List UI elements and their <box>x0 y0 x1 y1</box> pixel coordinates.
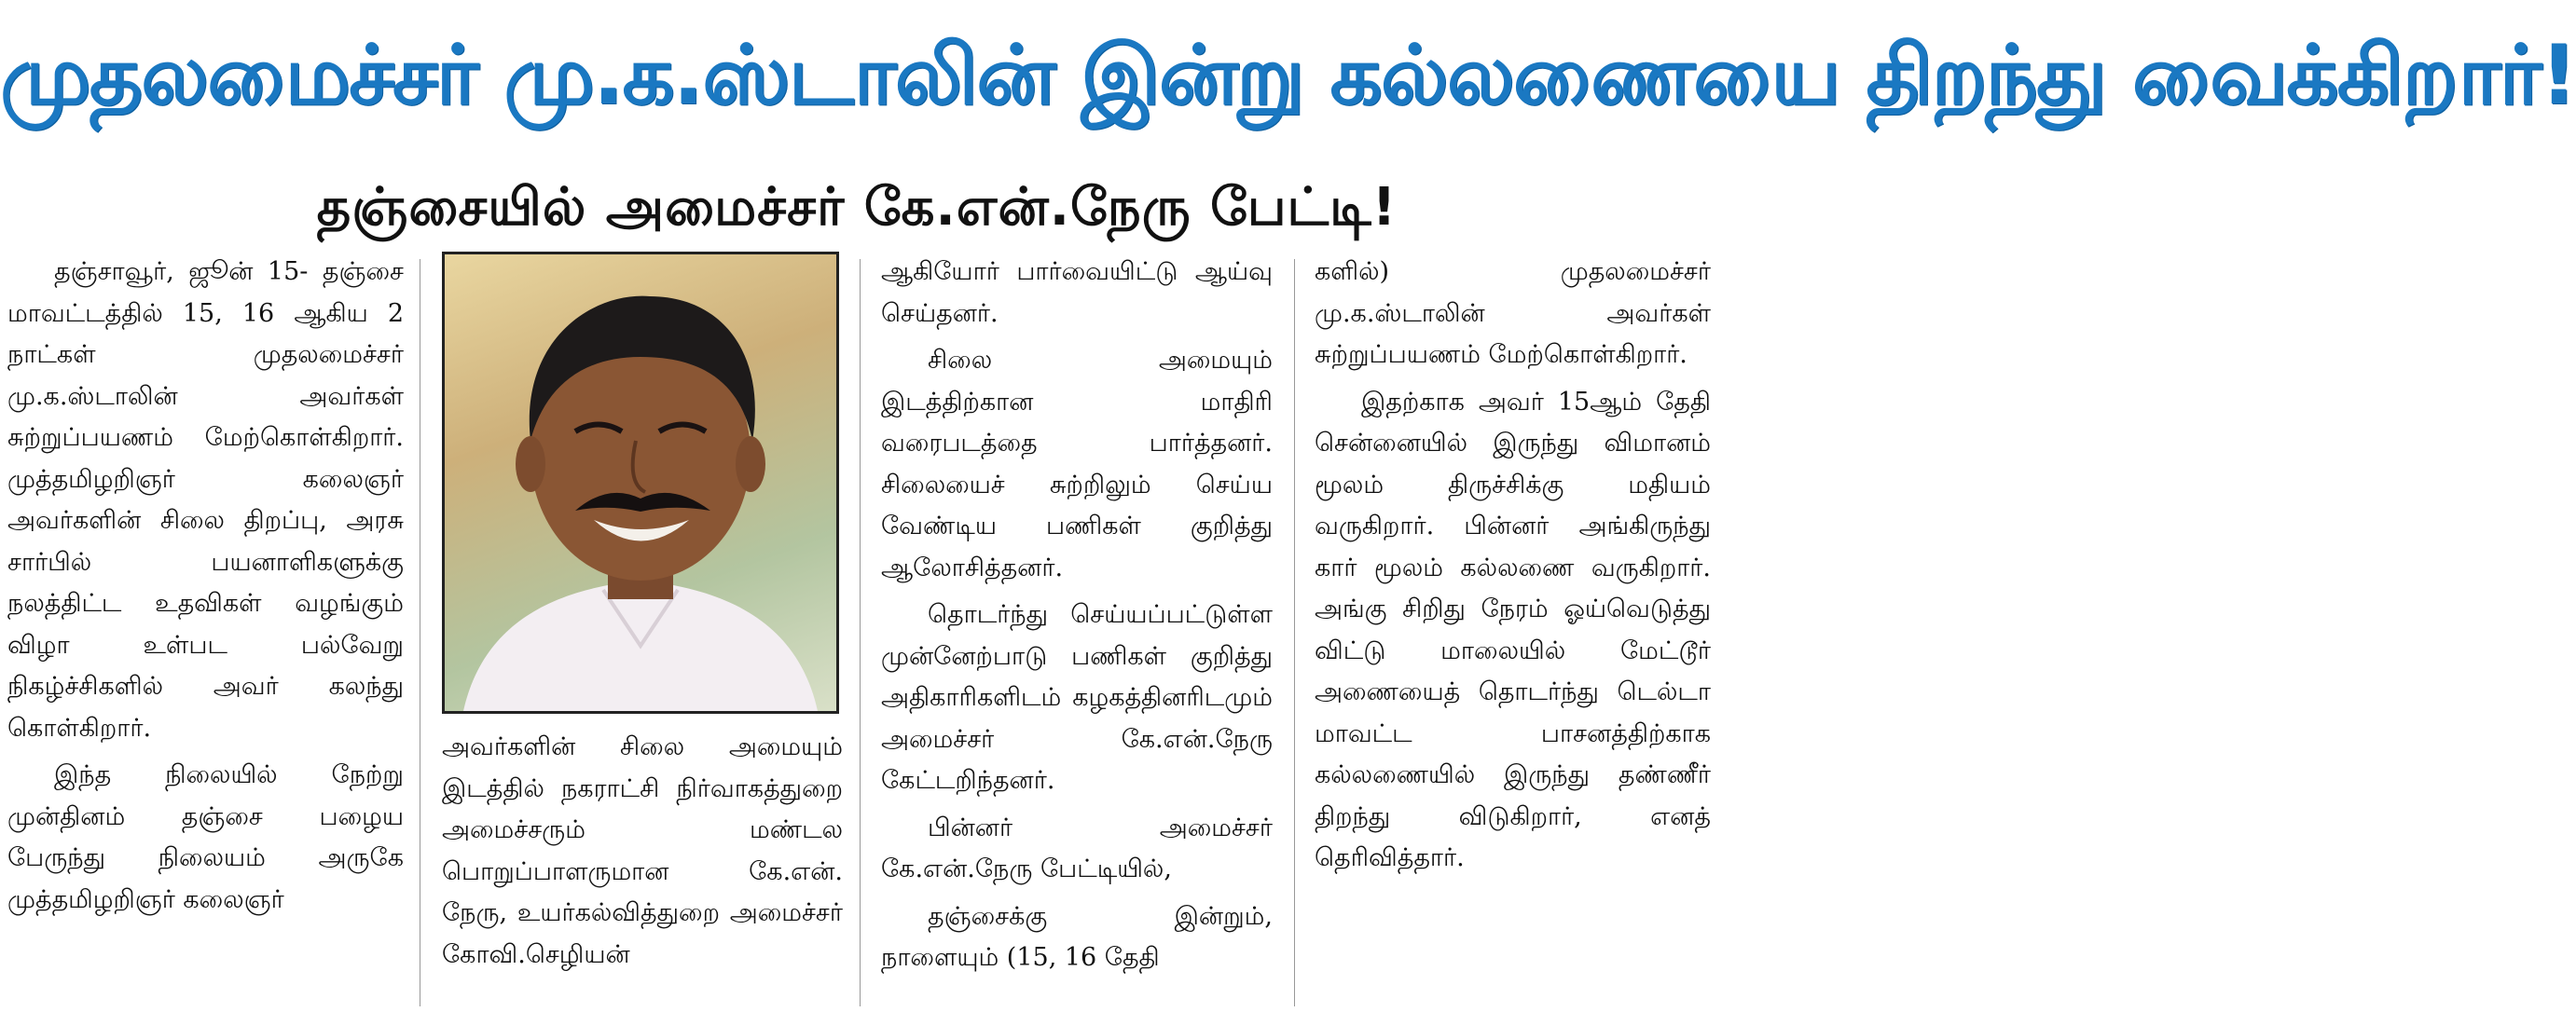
paragraph: தொடர்ந்து செய்யப்பட்டுள்ள முன்னேற்பாடு பணிகள் குறித்து அதிகாரிகளிடம் கழகத்தினரிடமும் அமைச்சர் கே.என்.நேரு கேட்டறிந்தனர். <box>881 600 1273 795</box>
article-column-1 <box>7 252 404 1012</box>
paragraph: தஞ்சாவூர், ஜூன் 15- தஞ்சை மாவட்டத்தில் 15, 16 ஆகிய 2 நாட்கள் முதலமைச்சர் மு.க.ஸ்டாலின் அவர்கள் சுற்றுப்பயணம் மேற்கொள்கிறார். முத்தமிழறிஞர் கலைஞர் அவர்களின் சிலை திறப்பு, அரசு சார்பில் பயனாளிகளுக்கு நலத்திட்ட உதவிகள் வழங்கும் விழா உள்பட பல்வேறு நிகழ்ச்சிகளில் அவர் கலந்து கொள்கிறார். <box>7 257 404 743</box>
column-text <box>442 727 843 981</box>
article-column-2 <box>442 252 843 1012</box>
paragraph: சிலை அமையும் இடத்திற்கான மாதிரி வரைபடத்தை பார்த்தனர். சிலையைச் சுற்றிலும் செய்ய வேண்டிய பணிகள் குறித்து ஆலோசித்தனர். <box>881 346 1273 582</box>
portrait-photo <box>442 252 839 714</box>
portrait-illustration <box>445 254 836 711</box>
headline: முதலமைச்சர் மு.க.ஸ்டாலின் இன்று கல்லணையை திறந்து வைக்கிறார்! <box>0 27 2576 123</box>
paragraph: பின்னர் அமைச்சர் கே.என்.நேரு பேட்டியில், <box>881 813 1273 883</box>
paragraph: இதற்காக அவர் 15ஆம் தேதி சென்னையில் இருந்து விமானம் மூலம் திருச்சிக்கு மதியம் வருகிறார். பின்னர் அங்கிருந்து கார் மூலம் கல்லணை வருகிறார். அங்கு சிறிது நேரம் ஓய்வெடுத்து விட்டு மாலையில் மேட்டூர் அணையைத் தொடர்ந்து டெல்டா மாவட்ட பாசனத்திற்காக கல்லணையில் இருந்து தண்ணீர் திறந்து விடுகிறார், எனத் தெரிவித்தார். <box>1315 387 1711 872</box>
paragraph: களில்) முதலமைச்சர் மு.க.ஸ்டாலின் அவர்கள் சுற்றுப்பயணம் மேற்கொள்கிறார். <box>1315 257 1711 369</box>
article-column-3 <box>881 252 1273 1012</box>
paragraph: தஞ்சைக்கு இன்றும், நாளையும் (15, 16 தேதி <box>881 901 1273 972</box>
column-divider <box>860 259 861 1006</box>
column-divider <box>1294 259 1295 1006</box>
paragraph: ஆகியோர் பார்வையிட்டு ஆய்வு செய்தனர். <box>881 257 1273 328</box>
subheadline: தஞ்சையில் அமைச்சர் கே.என்.நேரு பேட்டி! <box>316 177 1398 238</box>
article-column-4 <box>1315 252 1711 1012</box>
paragraph: இந்த நிலையில் நேற்று முன்தினம் தஞ்சை பழைய பேருந்து நிலையம் அருகே முத்தமிழறிஞர் கலைஞர் <box>7 760 404 914</box>
paragraph: அவர்களின் சிலை அமையும் இடத்தில் நகராட்சி நிர்வாகத்துறை அமைச்சரும் மண்டல பொறுப்பாளருமான கே.என். நேரு, உயர்கல்வித்துறை அமைச்சர் கோவி.செழியன் <box>442 732 843 969</box>
